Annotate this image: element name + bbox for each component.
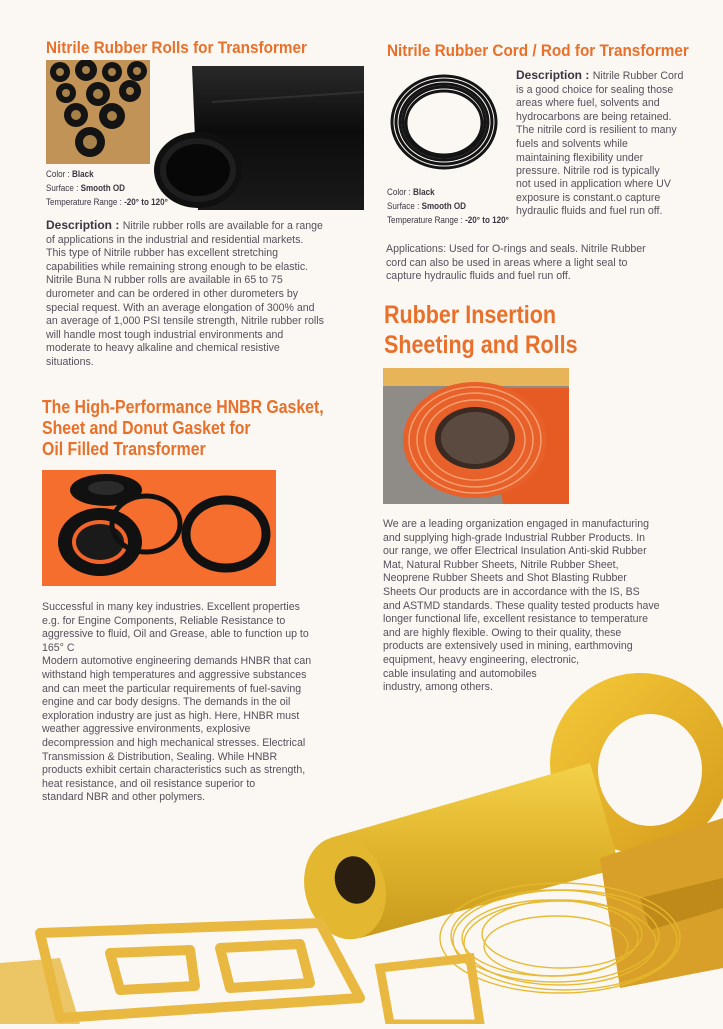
section1-specs xyxy=(46,168,168,210)
hnbr-gasket-photo xyxy=(42,470,276,586)
spec-temperature: Temperature Range : -20° to 120° xyxy=(46,197,168,208)
section4-body: We are a leading organization engaged in manufacturing and supplying high-grade Industrial Rubber Products. In our range, we offer Electrical Insulation Anti-skid Rubber Mat, Natural Rubber Sheets, Nitrile Rubber Sheet, Neoprene Rubber Sheets and Shot Blasting Rubber Sheets Our products are in accordance with the IS, BS and ASTMD standards. These quality tested products have longer functional life, excellent resistance to temperature and are highly flexible. Owing to their quality, these products are extensively used in mining, earthmoving equipment, heavy engineering, electronic, cable insulating and automobiles industry, among others. xyxy=(383,518,660,694)
section2-title: The High-Performance HNBR Gasket, Sheet and Donut Gasket for Oil Filled Transformer xyxy=(42,397,324,459)
section3-description-cont: not used in application where UV exposure is constant.o capture hydraulic fluids and fuel run off. xyxy=(516,178,671,218)
description-label: Description : xyxy=(46,218,123,232)
section3-description: Description : Nitrile Rubber Cord is a good choice for sealing those areas where fuel, solvents and hydrocarbons are being retained. The nitrile cord is resilient to many fuels and solvents while maintaining flexibility under pressure. Nitrile rod is typically xyxy=(516,68,684,178)
section2-body: Successful in many key industries. Excellent properties e.g. for Engine Components, Reliable Resistance to aggressive to fluid, Oil and Grease, able to function up to 165° C Modern automotive engineering demands HNBR that can withstand high temperatures and aggressive substances and can meet the particular requirements of fuel-saving engine and car body designs. The demands in the oil exploration industry are just as high. Here, HNBR must weather aggressive environments, explosive decompression and high mechanical stresses. Electrical Transmission & Distribution, Sealing. While HNBR products exhibit certain characteristics such as strength, heat resistance, and oil resistance superior to standard NBR and other polymers. xyxy=(42,601,312,804)
spec-surface: Surface : Smooth OD xyxy=(46,183,125,194)
spec-color: Color : Black xyxy=(46,169,94,180)
section1-title: Nitrile Rubber Rolls for Transformer xyxy=(46,38,307,57)
rubber-rings-photo xyxy=(46,60,150,164)
cord-spec-temperature: Temperature Range : -20° to 120° xyxy=(387,215,509,226)
cord-spec-color: Color : Black xyxy=(387,187,435,198)
section4-title: Rubber Insertion Sheeting and Rolls xyxy=(384,301,578,359)
section3-specs xyxy=(387,186,509,228)
section3-applications: Applications: Used for O-rings and seals. Nitrile Rubber cord can also be used in areas where a light seal to capture hydraulic fluids and fuel run off. xyxy=(386,243,646,283)
rubber-roll-photo xyxy=(152,62,364,210)
cord-description-label: Description : xyxy=(516,68,593,82)
section1-description: Description : Nitrile rubber rolls are available for a range of applications in the industrial and residential markets. This type of Nitrile rubber has excellent stretching capabilities while remaining strong enough to be elastic. Nitrile Buna N rubber rolls are available in 65 to 75 durometer and can be ordered in other durometers by special request. With an average elongation of 300% and an average of 1,000 PSI tensile strength, Nitrile rubber rolls will handle most tough industrial environments and moderate to heavy alkaline and chemical resistive situations. xyxy=(46,218,324,368)
section3-title: Nitrile Rubber Cord / Rod for Transformer xyxy=(387,41,689,60)
cord-spec-surface: Surface : Smooth OD xyxy=(387,201,466,212)
insertion-roll-photo xyxy=(383,368,569,504)
rubber-cord-photo xyxy=(386,72,500,176)
yellow-products-collage xyxy=(0,668,723,1024)
